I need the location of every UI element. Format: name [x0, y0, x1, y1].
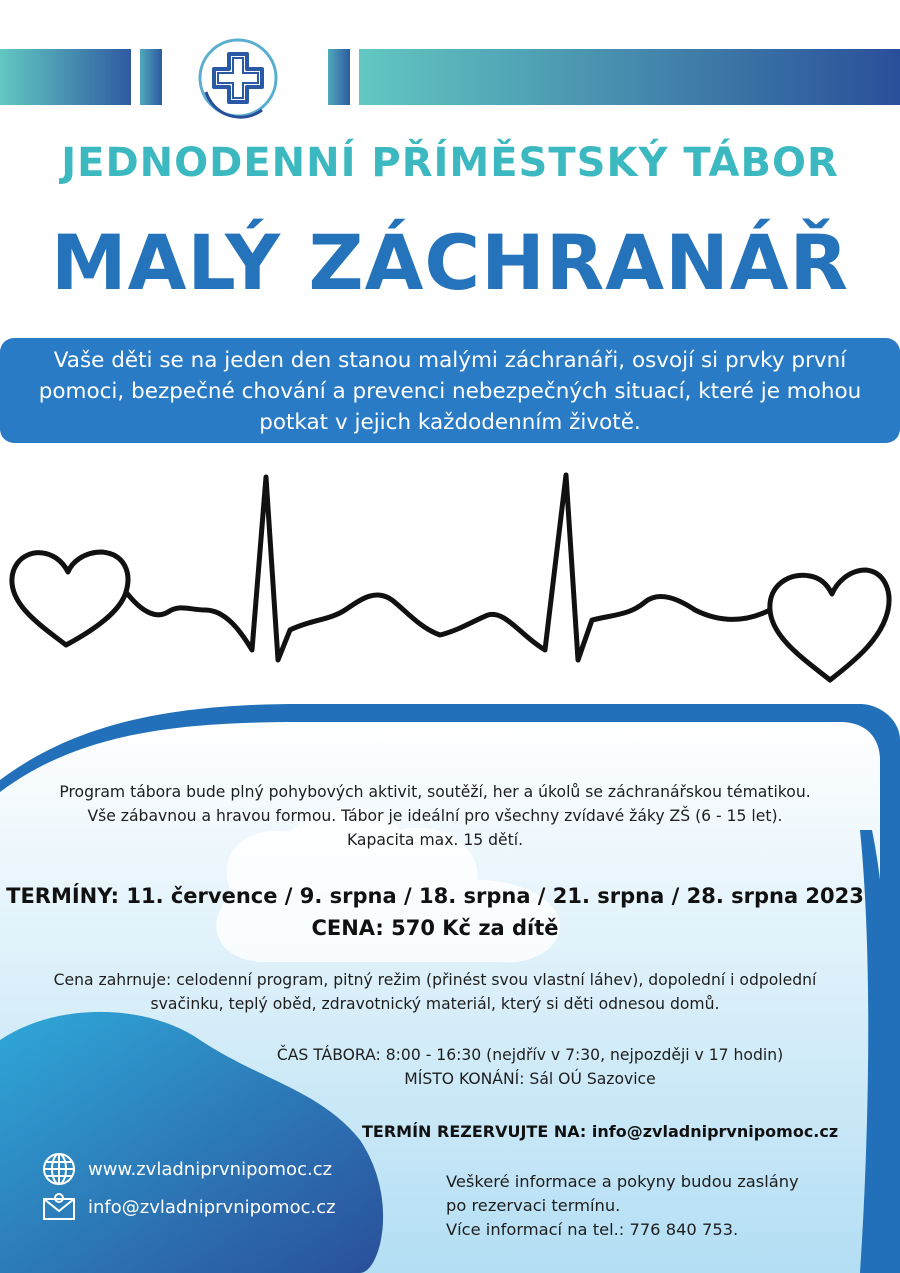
intro-line: potkat v jejich každodenním životě. — [259, 410, 641, 435]
contact-web[interactable] — [42, 1152, 332, 1186]
included-description — [0, 968, 870, 1016]
intro-line: Vaše děti se na jeden den stanou malými záchranáři, osvojí si prvky první — [53, 348, 847, 373]
website-link[interactable]: www.zvladniprvnipomoc.cz — [88, 1158, 333, 1180]
subtitle: JEDNODENNÍ PŘÍMĚSTSKÝ TÁBOR — [61, 140, 839, 186]
included-line: Cena zahrnuje: celodenní program, pitný režim (přinést svou vlastní láhev), dopolední i odpolední — [53, 971, 817, 989]
medical-cross-icon — [192, 32, 284, 124]
info-line: Veškeré informace a pokyny budou zaslány — [446, 1172, 799, 1191]
dates-block — [0, 880, 870, 944]
program-line: Vše zábavnou a hravou formou. Tábor je ideální pro všechny zvídavé žáky ZŠ (6 - 15 let). — [87, 807, 783, 825]
reservation: TERMÍN REZERVUJTE NA: info@zvladniprvnipomoc.cz — [362, 1122, 839, 1141]
header-bar-right — [359, 49, 900, 105]
contact-email[interactable] — [42, 1190, 336, 1224]
info-line: po rezervaci termínu. — [446, 1196, 621, 1215]
header-bar-left-small — [140, 49, 162, 105]
header-bar-left — [0, 49, 131, 105]
globe-icon — [42, 1152, 76, 1186]
program-line: Program tábora bude plný pohybových aktivit, soutěží, her a úkolů se záchranářskou tématikou. — [59, 783, 811, 801]
info-line: Více informací na tel.: 776 840 753. — [446, 1220, 739, 1239]
camp-place: MÍSTO KONÁNÍ: Sál OÚ Sazovice — [404, 1070, 656, 1088]
intro-box — [0, 338, 900, 443]
time-place — [230, 1043, 830, 1091]
camp-time: ČAS TÁBORA: 8:00 - 16:30 (nejdřív v 7:30, nejpozději v 17 hodin) — [276, 1046, 784, 1064]
header-bar-mid-small — [328, 49, 350, 105]
email-icon — [42, 1190, 76, 1224]
program-line: Kapacita max. 15 dětí. — [346, 831, 524, 849]
dates-terms: TERMÍNY: 11. července / 9. srpna / 18. srpna / 21. srpna / 28. srpna 2023 — [6, 884, 864, 908]
included-line: svačinku, teplý oběd, zdravotnický materiál, který si děti odnesou domů. — [150, 995, 720, 1013]
info-block — [446, 1170, 799, 1242]
price: CENA: 570 Kč za dítě — [311, 916, 559, 940]
intro-line: pomoci, bezpečné chování a prevenci nebezpečných situací, které je mohou — [38, 379, 862, 404]
email-link[interactable]: info@zvladniprvnipomoc.cz — [88, 1196, 336, 1218]
program-description — [0, 780, 870, 852]
page-title: MALÝ ZÁCHRANÁŘ — [50, 218, 850, 307]
heartbeat-hearts-icon — [0, 460, 900, 700]
